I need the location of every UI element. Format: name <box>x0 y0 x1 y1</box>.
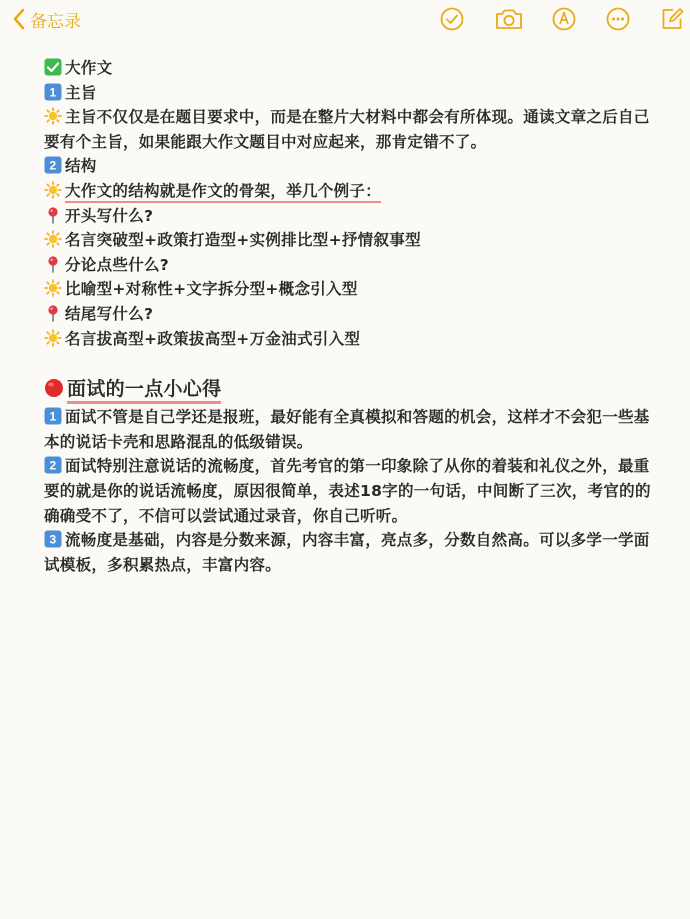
paragraph-text: 主旨不仅仅是在题目要求中，而是在整片大材料中都会有所体现。通读文章之后自己要有个主旨，如果能跟大作文题目中对应起来，那肯定错不了。 <box>44 108 650 151</box>
check-mark-button-icon <box>44 58 62 76</box>
question-text: 开头写什么? <box>65 206 154 225</box>
pushpin-icon <box>44 304 62 322</box>
keycap-1-icon <box>44 83 62 101</box>
question-subpoints <box>44 253 664 278</box>
sun-icon <box>44 230 62 248</box>
question-ending <box>44 302 664 327</box>
underlined-text: 大作文的结构就是作文的骨架，举几个例子： <box>65 182 381 203</box>
sun-icon <box>44 107 62 125</box>
svg-text:2: 2 <box>49 458 57 473</box>
subheading-text: 主旨 <box>65 83 97 102</box>
sun-icon <box>44 279 62 297</box>
keycap-2-icon <box>44 456 62 474</box>
pushpin-icon <box>44 206 62 224</box>
structure-intro <box>44 179 664 204</box>
section-heading-interview <box>44 373 664 405</box>
svg-text:3: 3 <box>49 532 57 547</box>
section-spacer <box>44 351 664 373</box>
more-icon[interactable] <box>605 6 631 32</box>
interview-paragraph-2 <box>44 454 664 528</box>
subheading-theme <box>44 81 664 106</box>
answer-text: 名言拔高型+政策拔高型+万金油式引入型 <box>65 329 361 348</box>
question-text: 分论点些什么? <box>65 255 170 274</box>
note-body[interactable] <box>44 56 664 577</box>
interview-paragraph-3 <box>44 528 664 577</box>
section-heading-text: 大作文 <box>65 59 113 77</box>
sun-icon <box>44 181 62 199</box>
section-heading-essay <box>44 56 664 81</box>
question-opening <box>44 204 664 229</box>
keycap-2-icon <box>44 156 62 174</box>
sun-icon <box>44 329 62 347</box>
paragraph-theme <box>44 105 664 154</box>
red-circle-icon <box>44 378 64 398</box>
back-label: 备忘录 <box>30 11 81 32</box>
svg-text:2: 2 <box>49 158 57 173</box>
interview-paragraph-1 <box>44 405 664 454</box>
section-heading-text: 面试的一点小心得 <box>67 378 221 404</box>
question-text: 结尾写什么? <box>65 304 154 323</box>
paragraph-text: 面试不管是自己学还是报班，最好能有全真模拟和答题的机会，这样才不会犯一些基本的说话卡壳和思路混乱的低级错误。 <box>44 408 650 451</box>
svg-text:1: 1 <box>49 85 57 100</box>
checklist-icon[interactable] <box>439 6 465 32</box>
answer-ending <box>44 327 664 352</box>
answer-opening <box>44 228 664 253</box>
compose-icon[interactable] <box>659 6 685 32</box>
camera-icon[interactable] <box>494 6 524 32</box>
keycap-1-icon <box>44 407 62 425</box>
subheading-text: 结构 <box>65 157 97 176</box>
note-toolbar <box>0 0 690 40</box>
chevron-left-icon <box>12 8 26 30</box>
answer-text: 比喻型+对称性+文字拆分型+概念引入型 <box>65 280 358 299</box>
pushpin-icon <box>44 255 62 273</box>
paragraph-text: 流畅度是基础，内容是分数来源，内容丰富，亮点多，分数自然高。可以多学一学面试模板，多积累热点，丰富内容。 <box>44 531 650 574</box>
markup-pen-icon[interactable] <box>551 6 577 32</box>
subheading-structure <box>44 154 664 179</box>
paragraph-text: 面试特别注意说话的流畅度，首先考官的第一印象除了从你的着装和礼仪之外，最重要的就是你的说话流畅度，原因很简单，表述18字的一句话，中间断了三次，考官的的确确受不了，不信可以尝试通过录音，你自己听听。 <box>44 457 651 525</box>
answer-text: 名言突破型+政策打造型+实例排比型+抒情叙事型 <box>65 231 421 250</box>
answer-subpoints <box>44 277 664 302</box>
back-button[interactable] <box>12 6 81 32</box>
svg-text:1: 1 <box>49 409 57 424</box>
keycap-3-icon <box>44 530 62 548</box>
